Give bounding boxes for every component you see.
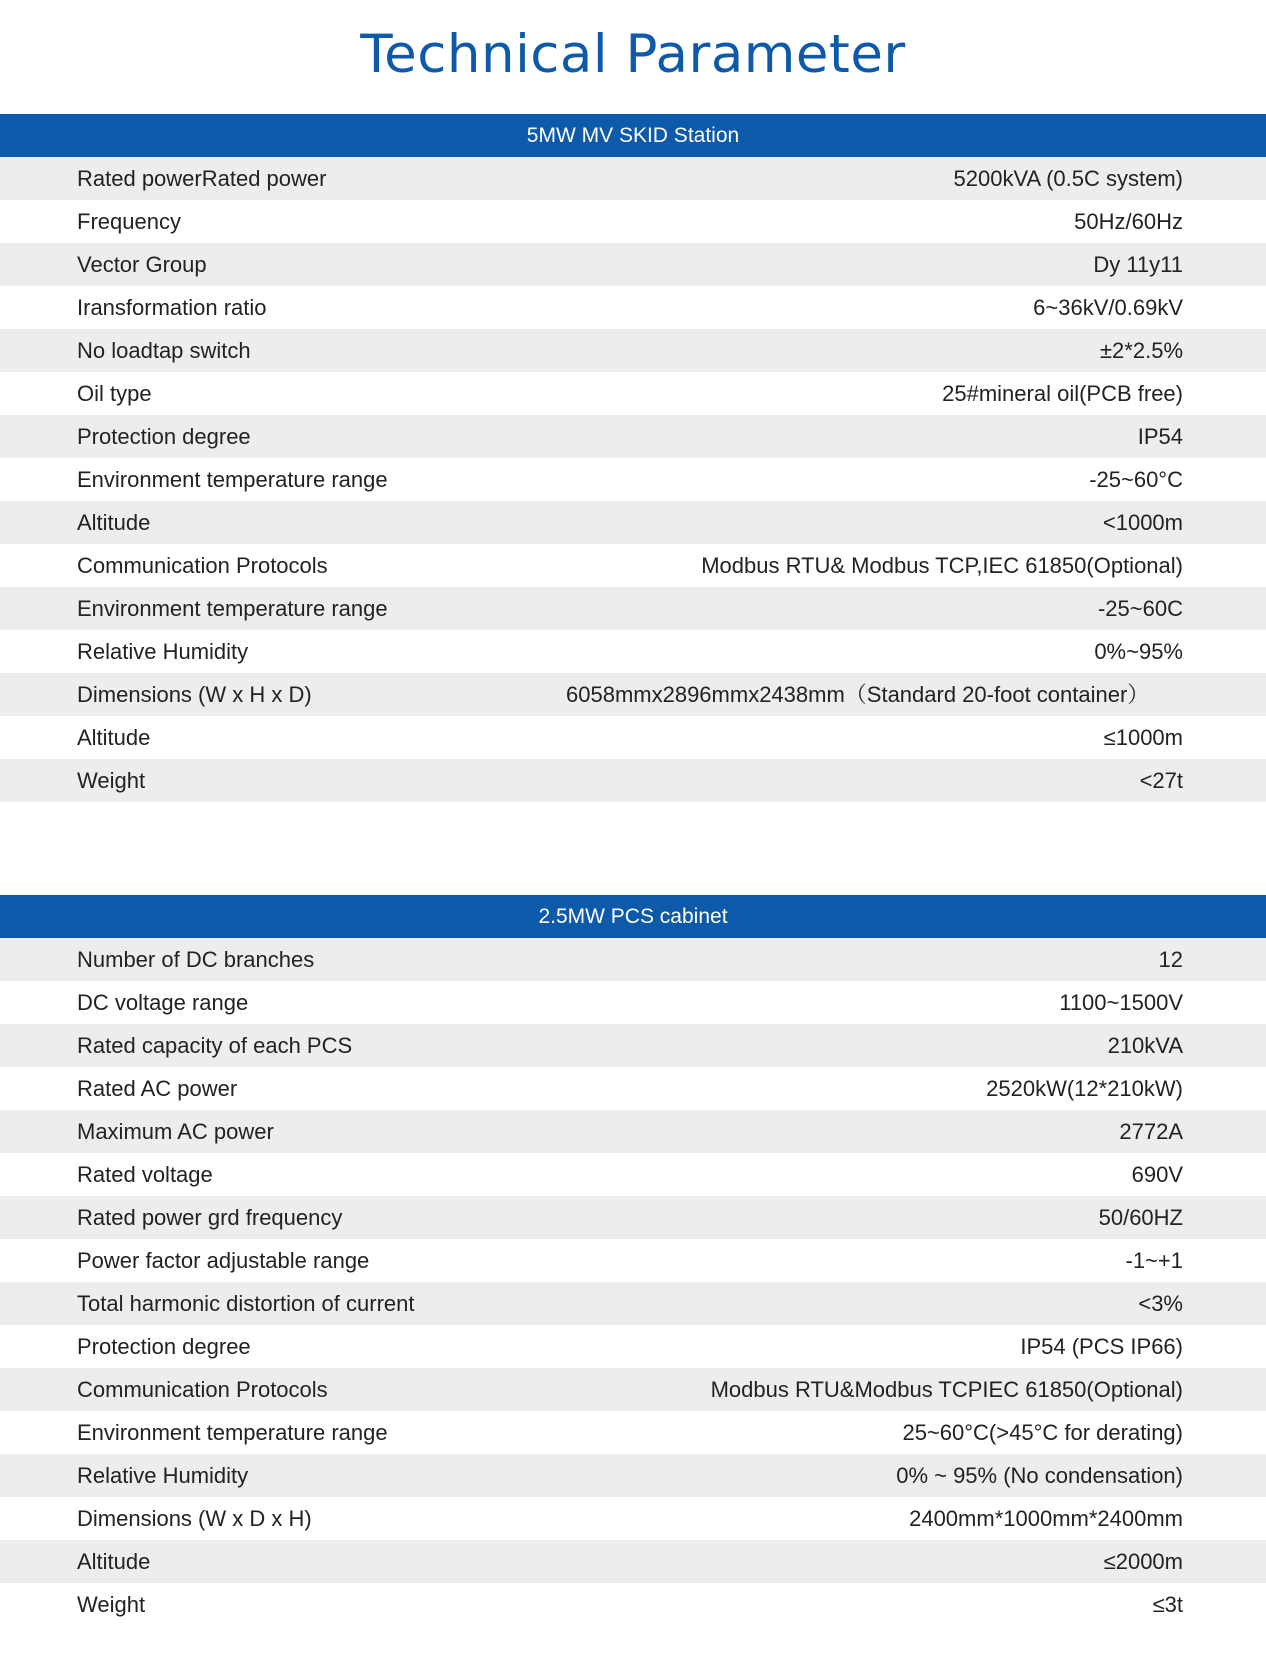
row-label: Power factor adjustable range xyxy=(77,1248,370,1273)
pcs-table-header: 2.5MW PCS cabinet xyxy=(0,895,1266,938)
row-label: Protection degree xyxy=(77,1334,251,1359)
row-label: Communication Protocols xyxy=(77,1377,328,1402)
row-value: 50Hz/60Hz xyxy=(1074,209,1183,234)
table-row xyxy=(0,501,1266,544)
row-value: 2400mm*1000mm*2400mm xyxy=(909,1506,1183,1531)
row-value: <1000m xyxy=(1102,510,1183,535)
skid-table-header: 5MW MV SKID Station xyxy=(0,114,1266,157)
table-row xyxy=(0,981,1266,1024)
row-label: Environment temperature range xyxy=(77,467,388,492)
table-row xyxy=(0,1454,1266,1497)
row-value: -1~+1 xyxy=(1125,1248,1183,1273)
table-row xyxy=(0,716,1266,759)
table-row xyxy=(0,938,1266,981)
row-value: 6058mmx2896mmx2438mm（Standard 20-foot container） xyxy=(566,682,1150,707)
row-value: 2520kW(12*210kW) xyxy=(986,1076,1183,1101)
table-row xyxy=(0,372,1266,415)
table-row xyxy=(0,1024,1266,1067)
table-row xyxy=(0,1325,1266,1368)
table-row xyxy=(0,544,1266,587)
row-value: Dy 11y11 xyxy=(1093,252,1183,277)
table-row xyxy=(0,1110,1266,1153)
row-label: Number of DC branches xyxy=(77,947,315,972)
row-value: 1100~1500V xyxy=(1059,990,1183,1015)
row-value: <27t xyxy=(1139,768,1183,793)
table-row xyxy=(0,1282,1266,1325)
table-row xyxy=(0,1497,1266,1540)
row-label: Weight xyxy=(77,768,146,793)
row-label: Rated AC power xyxy=(77,1076,238,1101)
row-label: Altitude xyxy=(77,510,151,535)
row-label: Rated voltage xyxy=(77,1162,213,1187)
row-label: Rated powerRated power xyxy=(77,166,327,191)
table-row xyxy=(0,243,1266,286)
pcs-spec-table xyxy=(0,895,1266,1626)
row-label: Vector Group xyxy=(77,252,207,277)
table-row xyxy=(0,1196,1266,1239)
row-label: No loadtap switch xyxy=(77,338,251,363)
table-row xyxy=(0,157,1266,200)
row-label: Iransformation ratio xyxy=(77,295,267,320)
table-row xyxy=(0,1583,1266,1626)
row-value: -25~60°C xyxy=(1089,467,1183,492)
row-value: IP54 xyxy=(1137,424,1183,449)
skid-spec-table xyxy=(0,114,1266,802)
row-label: DC voltage range xyxy=(77,990,249,1015)
row-label: Environment temperature range xyxy=(77,596,388,621)
row-value: 0%~95% xyxy=(1094,639,1183,664)
row-label: Frequency xyxy=(77,209,181,234)
row-label: Rated capacity of each PCS xyxy=(77,1033,353,1058)
row-label: Protection degree xyxy=(77,424,251,449)
page-title: Technical Parameter xyxy=(360,24,906,85)
row-label: Rated power grd frequency xyxy=(77,1205,343,1230)
table-row xyxy=(0,630,1266,673)
table-row xyxy=(0,759,1266,802)
row-label: Relative Humidity xyxy=(77,1463,249,1488)
row-value: Modbus RTU&Modbus TCPIEC 61850(Optional) xyxy=(710,1377,1183,1402)
table-row xyxy=(0,458,1266,501)
row-value: 25~60°C(>45°C for derating) xyxy=(902,1420,1183,1445)
row-value: ≤1000m xyxy=(1103,725,1183,750)
row-value: 50/60HZ xyxy=(1098,1205,1183,1230)
row-value: 25#mineral oil(PCB free) xyxy=(942,381,1183,406)
row-label: Total harmonic distortion of current xyxy=(77,1291,415,1316)
table-row xyxy=(0,1067,1266,1110)
row-value: 210kVA xyxy=(1107,1033,1183,1058)
row-value: 5200kVA (0.5C system) xyxy=(953,166,1183,191)
table-row xyxy=(0,415,1266,458)
table-row xyxy=(0,329,1266,372)
row-label: Weight xyxy=(77,1592,146,1617)
row-value: 0% ~ 95% (No condensation) xyxy=(896,1463,1183,1488)
row-value: 690V xyxy=(1131,1162,1183,1187)
table-row xyxy=(0,1411,1266,1454)
row-value: ≤2000m xyxy=(1103,1549,1183,1574)
row-value: ≤3t xyxy=(1152,1592,1183,1617)
row-label: Relative Humidity xyxy=(77,639,249,664)
row-label: Altitude xyxy=(77,725,151,750)
table-row xyxy=(0,200,1266,243)
row-label: Communication Protocols xyxy=(77,553,328,578)
row-label: Oil type xyxy=(77,381,152,406)
row-label: Maximum AC power xyxy=(77,1119,274,1144)
row-value: 6~36kV/0.69kV xyxy=(1033,295,1183,320)
row-value: Modbus RTU& Modbus TCP,IEC 61850(Optional) xyxy=(701,553,1183,578)
row-value: ±2*2.5% xyxy=(1099,338,1183,363)
table-row xyxy=(0,286,1266,329)
table-row xyxy=(0,1368,1266,1411)
row-label: Dimensions (W x H x D) xyxy=(77,682,312,707)
table-row xyxy=(0,1540,1266,1583)
row-value: 12 xyxy=(1158,947,1183,972)
table-row xyxy=(0,673,1266,716)
table-row xyxy=(0,1239,1266,1282)
row-label: Dimensions (W x D x H) xyxy=(77,1506,312,1531)
row-value: 2772A xyxy=(1119,1119,1183,1144)
row-label: Altitude xyxy=(77,1549,151,1574)
row-value: -25~60C xyxy=(1097,596,1183,621)
row-value: IP54 (PCS IP66) xyxy=(1020,1334,1183,1359)
row-label: Environment temperature range xyxy=(77,1420,388,1445)
table-row xyxy=(0,587,1266,630)
row-value: <3% xyxy=(1138,1291,1183,1316)
table-row xyxy=(0,1153,1266,1196)
